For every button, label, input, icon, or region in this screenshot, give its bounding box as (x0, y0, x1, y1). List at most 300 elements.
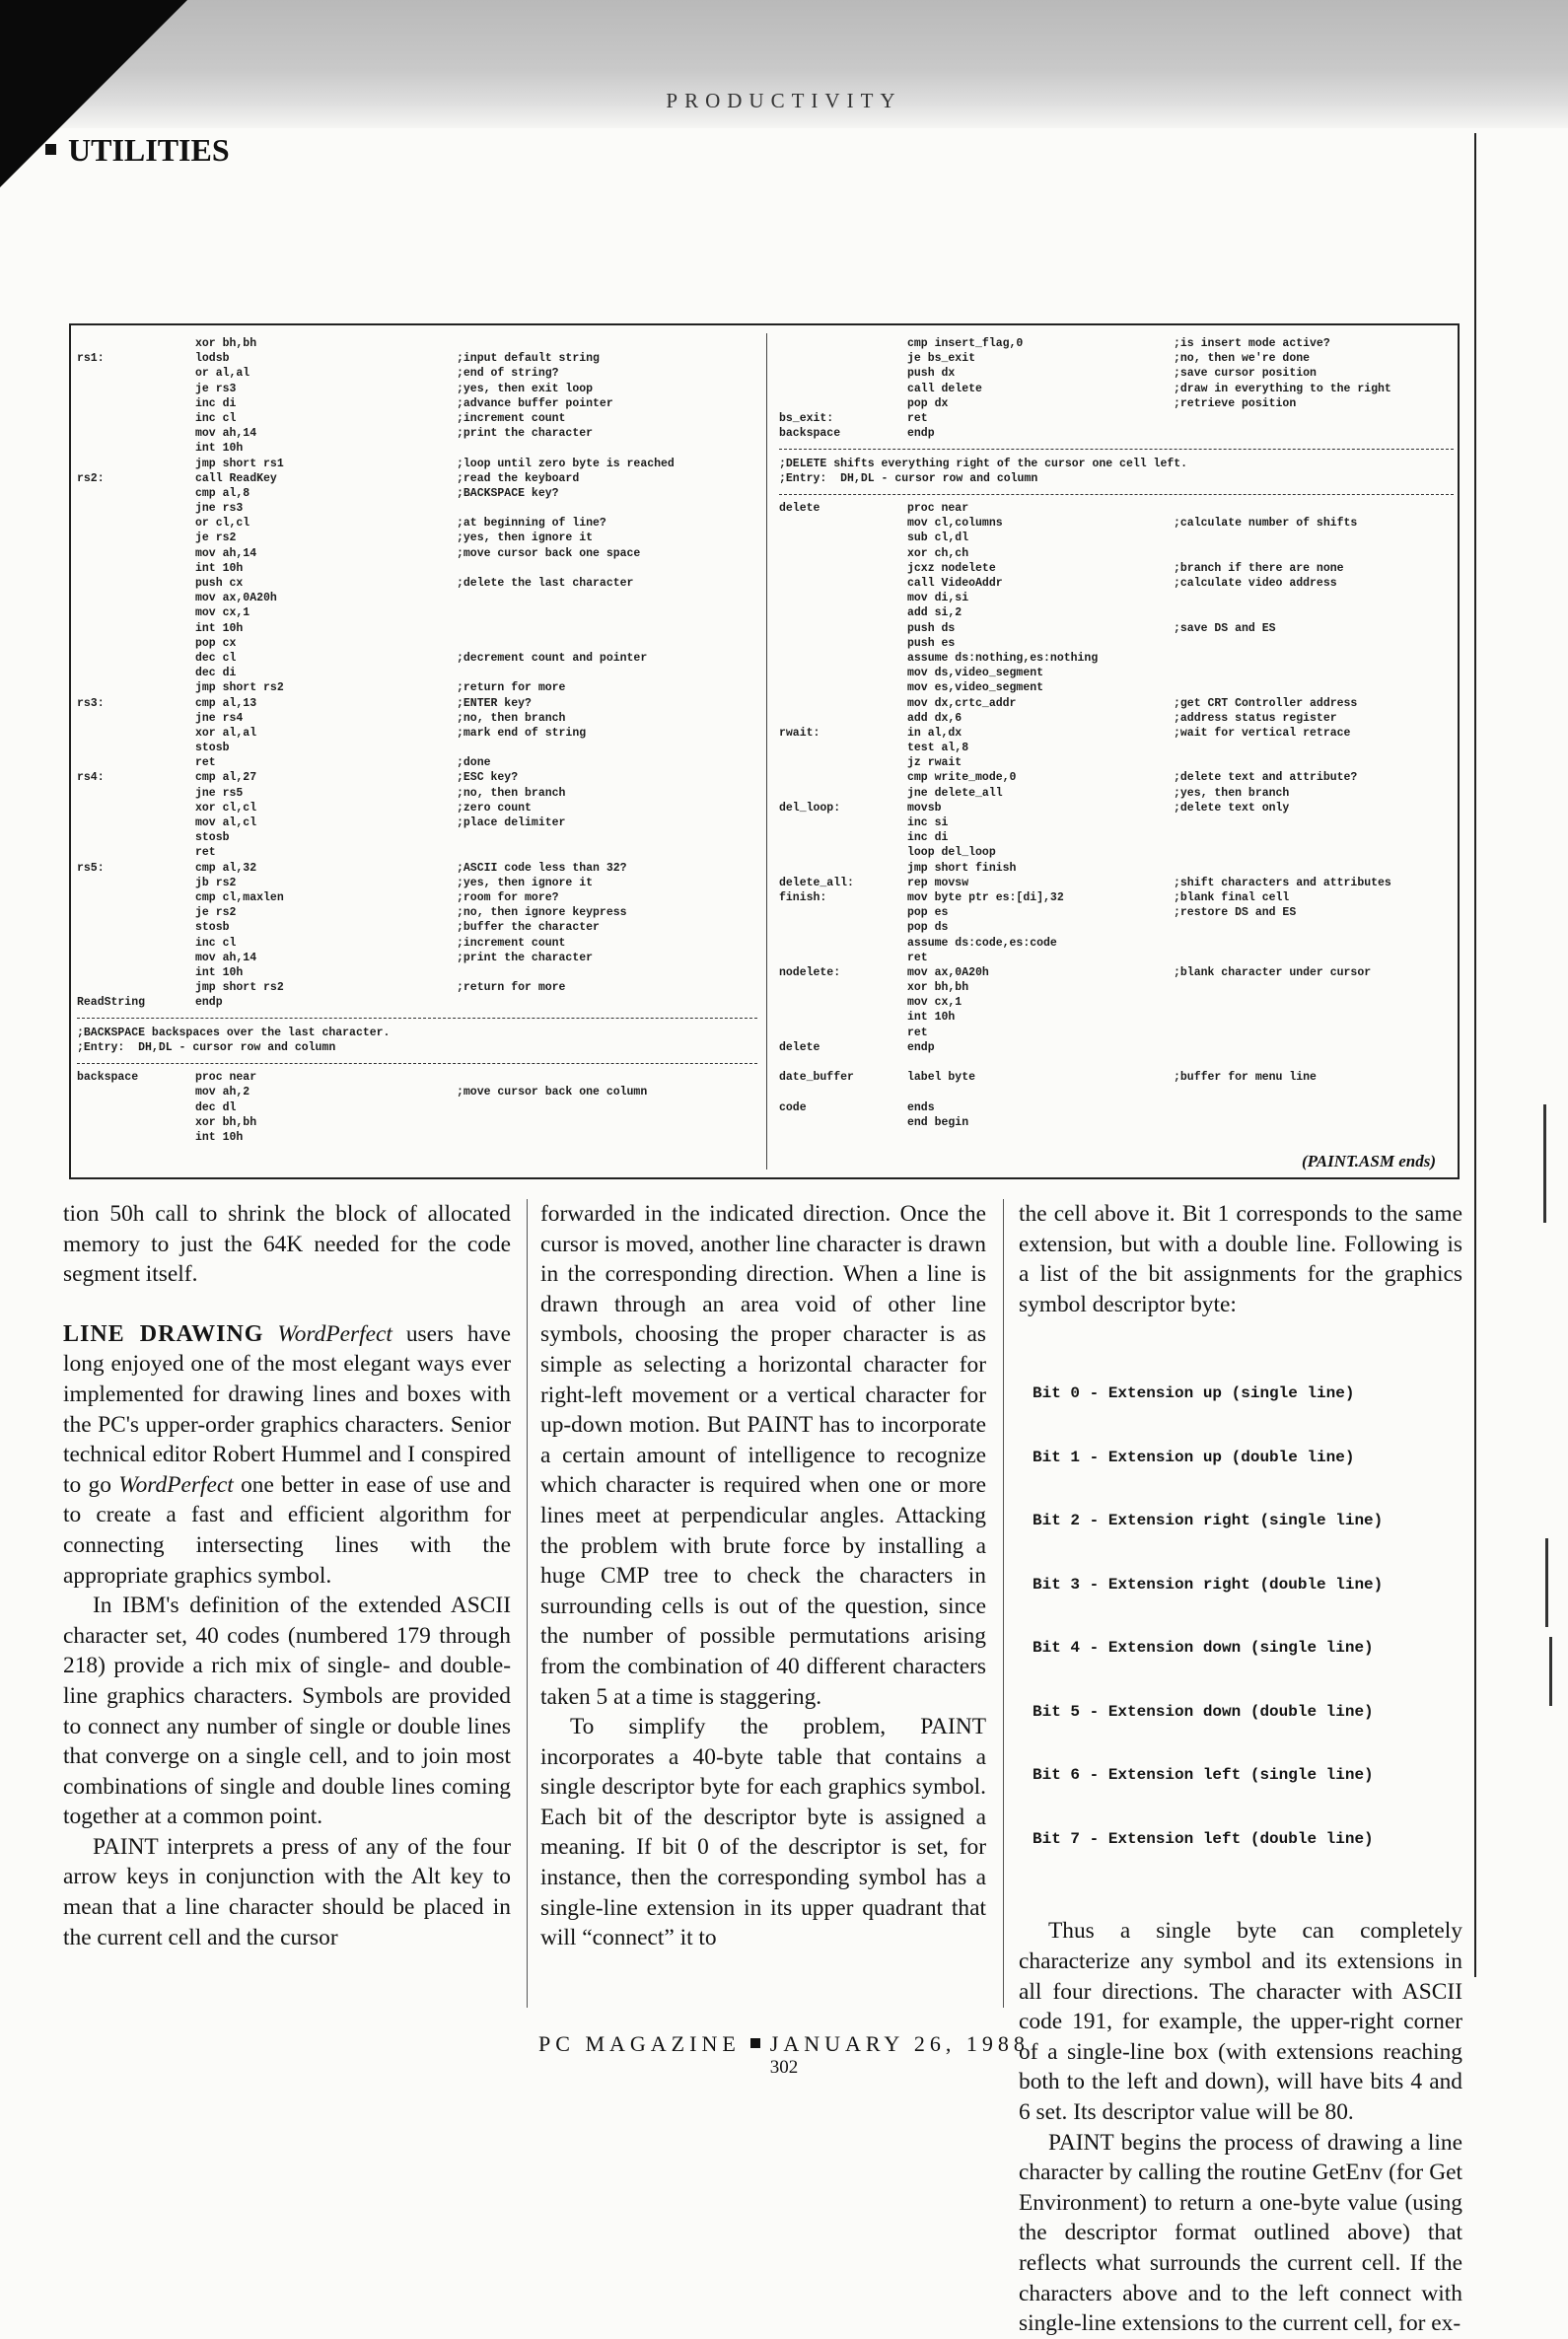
code-line (779, 862, 1454, 877)
code-label: rwait: (779, 726, 820, 740)
code-line (779, 592, 1454, 606)
paragraph-line-drawing (63, 1319, 511, 1591)
code-label: rs3: (77, 696, 105, 710)
code-line (77, 771, 757, 786)
page-number: 302 (769, 2057, 799, 2078)
code-instruction: proc near (907, 502, 969, 516)
code-line (779, 412, 1454, 427)
code-instruction: mov byte ptr es:[di],32 (907, 890, 1064, 904)
bullet-square-icon (750, 2038, 760, 2048)
separator-rule (77, 1018, 757, 1019)
code-listing (69, 323, 1460, 1179)
code-line (779, 846, 1454, 861)
code-instruction: stosb (195, 831, 230, 845)
code-instruction: je rs2 (195, 906, 237, 920)
article-column-2 (540, 1199, 986, 2012)
code-line (779, 1086, 1454, 1100)
code-line (77, 816, 757, 831)
code-line (779, 637, 1454, 652)
code-instruction: mov ds,video_segment (907, 667, 1044, 680)
code-instruction: xor bh,bh (907, 981, 969, 995)
code-comment: ;at beginning of line? (457, 517, 606, 531)
code-instruction: add si,2 (907, 606, 962, 620)
code-line (779, 1116, 1454, 1131)
code-instruction: xor cl,cl (195, 801, 257, 815)
code-instruction: jmp short rs1 (195, 457, 284, 470)
code-label: delete_all: (779, 876, 854, 889)
code-line (779, 622, 1454, 637)
code-line (779, 606, 1454, 621)
code-line (77, 337, 757, 352)
code-label: ;Entry: DH,DL - cursor row and column (779, 471, 1038, 485)
code-line (77, 996, 757, 1011)
paragraph: Thus a single byte can completely characterize any symbol and its extensions in all four directions. The character with ASCII code 191, for example, the upper-right corner of a single-line box (with extensions reaching both to the left and down), will have bits 4 and 6 set. Its descriptor value will be 80. (1019, 1918, 1462, 2125)
code-instruction: int 10h (195, 561, 244, 575)
code-instruction: mov cx,1 (195, 606, 250, 620)
code-instruction: call delete (907, 382, 982, 395)
code-line (77, 517, 757, 532)
code-label: finish: (779, 890, 827, 904)
code-instruction: endp (907, 1040, 935, 1054)
code-line (779, 1027, 1454, 1041)
code-instruction: int 10h (907, 1011, 956, 1025)
paragraph: To simplify the problem, PAINT incorporates a 40-byte table that contains a single descriptor byte for each graphics symbol. Each bit of the descriptor byte is assigned a meaning. If bit 0 of the descriptor is set, for instance, then the corresponding symbol has a single-line extension in its upper quadrant that will “connect” it to (540, 1714, 986, 1951)
code-line (779, 966, 1454, 981)
code-instruction: assume ds:code,es:code (907, 936, 1057, 950)
code-comment: ;address status register (1174, 711, 1337, 725)
code-line (77, 1071, 757, 1086)
code-comment: ;increment count (457, 936, 566, 950)
code-line (779, 712, 1454, 727)
column-rule (527, 1199, 528, 2008)
bit-item: Bit 1 - Extension up (double line) (1033, 1448, 1355, 1466)
code-instruction: loop del_loop (907, 846, 996, 860)
code-instruction: cmp insert_flag,0 (907, 337, 1024, 350)
code-instruction: cmp write_mode,0 (907, 771, 1017, 785)
code-comment: ;print the character (457, 951, 594, 964)
code-instruction: jne rs5 (195, 786, 244, 800)
code-comment: ;blank character under cursor (1174, 965, 1372, 979)
code-line (77, 1086, 757, 1100)
code-instruction: je rs3 (195, 382, 237, 395)
code-comment: ;decrement count and pointer (457, 651, 648, 665)
code-line (779, 756, 1454, 771)
code-comment: ;retrieve position (1174, 396, 1297, 410)
bit-item: Bit 5 - Extension down (double line) (1033, 1702, 1374, 1721)
code-instruction: ret (195, 846, 216, 860)
code-line (77, 502, 757, 517)
code-instruction: int 10h (195, 442, 244, 456)
code-line (779, 397, 1454, 412)
code-comment: ;is insert mode active? (1174, 337, 1330, 350)
code-line (77, 1116, 757, 1131)
code-instruction: jne rs4 (195, 711, 244, 725)
code-instruction: cmp al,27 (195, 771, 257, 785)
code-instruction: mov cl,columns (907, 517, 1003, 531)
bit-item: Bit 7 - Extension left (double line) (1033, 1829, 1374, 1848)
code-instruction: add dx,6 (907, 711, 962, 725)
code-comment: ;increment count (457, 411, 566, 425)
code-comment: ;yes, then branch (1174, 786, 1290, 800)
code-line (779, 1011, 1454, 1026)
code-instruction: ret (907, 411, 928, 425)
bit-item: Bit 6 - Extension left (single line) (1033, 1766, 1374, 1785)
code-instruction: dec dl (195, 1100, 237, 1114)
code-instruction: stosb (195, 742, 230, 755)
code-line (779, 802, 1454, 816)
code-line (779, 667, 1454, 681)
text: users have long enjoyed one of the most elegant ways ever implemented for drawing lines and boxes with the PC's upper-order graphics characters. Senior technical editor Robert Hummel and I conspired to go (63, 1320, 511, 1498)
code-instruction: jb rs2 (195, 876, 237, 889)
code-comment: ;print the character (457, 427, 594, 441)
code-comment: ;delete text only (1174, 801, 1290, 815)
code-line (77, 652, 757, 667)
code-comment: ;room for more? (457, 890, 559, 904)
code-comment: ;delete the last character (457, 577, 634, 590)
text (263, 1321, 277, 1347)
code-line (77, 981, 757, 996)
code-line (779, 1071, 1454, 1086)
code-label: backspace (77, 1071, 139, 1085)
code-label: rs4: (77, 771, 105, 785)
code-label: bs_exit: (779, 411, 834, 425)
code-comment: ;branch if there are none (1174, 561, 1344, 575)
code-line (77, 1027, 757, 1041)
code-comment: ;ASCII code less than 32? (457, 861, 627, 875)
code-instruction: inc di (907, 831, 949, 845)
text: one better in ease of use and to create a fast and efficient algorithm for connecting intersecting lines with the appropriate graphics symbol. (63, 1471, 511, 1589)
run-in-heading: LINE DRAWING (63, 1320, 264, 1347)
bit-assignment-list (1033, 1341, 1462, 1892)
code-instruction: rep movsw (907, 876, 969, 889)
code-instruction: mov ah,14 (195, 951, 257, 964)
code-line (77, 562, 757, 577)
code-line (779, 921, 1454, 936)
paragraph: forwarded in the indicated direction. Once the cursor is moved, another line character is drawn in the corresponding direction. When a line is drawn through an area void of other line symbols, choosing the proper character is as simple as selecting a horizontal character for right-left movement or a vertical character for up-down motion. But PAINT has to incorporate a certain amount of intelligence to recognize which character is required when one or more lines meet at perpendicular angles. Attacking the problem with brute force by installing a huge CMP tree to check the characters in surrounding cells is out of the question, since the number of possible permutations arising from the combination of 40 different characters taken 5 at a time is staggering. (540, 1201, 986, 1710)
code-instruction: label byte (907, 1071, 976, 1085)
code-line (77, 667, 757, 681)
code-line (77, 367, 757, 382)
code-comment: ;get CRT Controller address (1174, 696, 1358, 710)
code-line (77, 802, 757, 816)
code-instruction: dec di (195, 667, 237, 680)
code-instruction: push ds (907, 621, 956, 635)
issue-date: JANUARY 26, 1988 (769, 2031, 1030, 2056)
code-instruction: inc di (195, 396, 237, 410)
separator-rule (77, 1063, 757, 1064)
code-instruction: inc si (907, 816, 949, 829)
code-line (779, 472, 1454, 487)
category-heading (45, 132, 230, 169)
code-line (77, 1041, 757, 1056)
code-label: code (779, 1100, 807, 1114)
code-instruction: jmp short finish (907, 861, 1017, 875)
code-label: rs1: (77, 352, 105, 366)
right-margin-rule (1474, 133, 1476, 1977)
code-line (77, 606, 757, 621)
code-line (77, 952, 757, 966)
code-instruction: push cx (195, 577, 244, 590)
code-column-right (779, 337, 1454, 1131)
code-label: rs2: (77, 471, 105, 485)
code-line (77, 547, 757, 562)
code-line (77, 532, 757, 546)
code-instruction: jmp short rs2 (195, 681, 284, 695)
code-instruction: ret (907, 951, 928, 964)
code-comment: ;ESC key? (457, 771, 519, 785)
code-line (77, 1101, 757, 1116)
code-comment: ;no, then we're done (1174, 352, 1311, 366)
code-comment: ;yes, then ignore it (457, 532, 594, 545)
code-comment: ;done (457, 756, 491, 770)
code-comment: ;save cursor position (1174, 367, 1317, 381)
code-instruction: proc near (195, 1071, 257, 1085)
code-line (779, 383, 1454, 397)
code-comment: ;yes, then ignore it (457, 876, 594, 889)
code-instruction: call VideoAddr (907, 577, 1003, 590)
code-instruction: assume ds:nothing,es:nothing (907, 651, 1099, 665)
code-line (77, 1011, 757, 1026)
code-instruction: ret (907, 1026, 928, 1039)
code-comment: ;save DS and ES (1174, 621, 1276, 635)
code-line (77, 383, 757, 397)
code-instruction: sub cl,dl (907, 532, 969, 545)
code-instruction: stosb (195, 921, 230, 935)
code-instruction: pop es (907, 906, 949, 920)
code-instruction: in al,dx (907, 726, 962, 740)
bit-item: Bit 2 - Extension right (single line) (1033, 1512, 1384, 1530)
scan-edge-mark (1543, 1104, 1546, 1223)
code-line (779, 547, 1454, 562)
code-instruction: mov ax,0A20h (907, 965, 989, 979)
code-comment: ;loop until zero byte is reached (457, 457, 675, 470)
code-instruction: je rs2 (195, 532, 237, 545)
code-comment: ;no, then branch (457, 786, 566, 800)
bit-item: Bit 0 - Extension up (single line) (1033, 1384, 1355, 1403)
code-line (779, 352, 1454, 367)
code-line (77, 862, 757, 877)
magazine-name: PC MAGAZINE (538, 2031, 741, 2056)
code-comment: ;move cursor back one space (457, 546, 641, 560)
code-instruction: jne delete_all (907, 786, 1003, 800)
code-label: backspace (779, 427, 841, 441)
code-instruction: xor al,al (195, 726, 257, 740)
code-line (779, 487, 1454, 502)
code-instruction: lodsb (195, 352, 230, 366)
code-instruction: mov dx,crtc_addr (907, 696, 1017, 710)
code-instruction: mov cx,1 (907, 996, 962, 1010)
code-instruction: inc cl (195, 411, 237, 425)
code-line (77, 921, 757, 936)
scan-edge-mark (1549, 1637, 1552, 1706)
code-line (779, 816, 1454, 831)
paragraph: PAINT interprets a press of any of the four arrow keys in conjunction with the Alt key to mean that a line character should be placed in the current cell and the cursor (63, 1833, 511, 1950)
code-instruction: cmp al,13 (195, 696, 257, 710)
separator-rule (779, 494, 1454, 495)
scan-edge-mark (1545, 1538, 1548, 1627)
code-line (77, 877, 757, 891)
code-comment: ;buffer the character (457, 921, 600, 935)
code-comment: ;buffer for menu line (1174, 1071, 1317, 1085)
code-line (77, 681, 757, 696)
bit-item: Bit 3 - Extension right (double line) (1033, 1575, 1384, 1594)
code-instruction: push es (907, 636, 956, 650)
code-line (77, 937, 757, 952)
code-instruction: or al,al (195, 367, 250, 381)
code-comment: ;delete text and attribute? (1174, 771, 1358, 785)
code-label: ;DELETE shifts everything right of the cursor one cell left. (779, 457, 1188, 470)
code-comment: ;yes, then exit loop (457, 382, 594, 395)
code-instruction: movsb (907, 801, 942, 815)
code-instruction: pop dx (907, 396, 949, 410)
separator-rule (779, 449, 1454, 450)
code-line (77, 458, 757, 472)
paragraph: In IBM's definition of the extended ASCII character set, 40 codes (numbered 179 through 218) provide a rich mix of single- and double-line graphics characters. Symbols are provided to connect any number of single or double lines that converge on a single cell, and to join most combinations of single and double lines coming together at a common point. (63, 1593, 511, 1830)
code-instruction: mov di,si (907, 592, 969, 605)
code-line (779, 742, 1454, 756)
code-line (77, 622, 757, 637)
code-comment: ;no, then branch (457, 711, 566, 725)
code-instruction: int 10h (195, 965, 244, 979)
code-comment: ;mark end of string (457, 726, 587, 740)
code-instruction: int 10h (195, 621, 244, 635)
code-line (779, 532, 1454, 546)
code-label: nodelete: (779, 965, 841, 979)
bit-item: Bit 4 - Extension down (single line) (1033, 1639, 1374, 1658)
code-instruction: test al,8 (907, 742, 969, 755)
code-line (77, 427, 757, 442)
code-line (779, 458, 1454, 472)
code-instruction: endp (907, 427, 935, 441)
code-line (77, 891, 757, 906)
code-instruction: ret (195, 756, 216, 770)
code-comment: ;draw in everything to the right (1174, 382, 1391, 395)
code-instruction: mov es,video_segment (907, 681, 1044, 695)
code-line (77, 846, 757, 861)
code-instruction: xor ch,ch (907, 546, 969, 560)
code-label: date_buffer (779, 1071, 854, 1085)
code-line (779, 367, 1454, 382)
article-column-3 (1019, 1199, 1462, 2337)
code-comment: ;advance buffer pointer (457, 396, 613, 410)
code-instruction: call ReadKey (195, 471, 277, 485)
code-instruction: mov ax,0A20h (195, 592, 277, 605)
code-comment: ;no, then ignore keypress (457, 906, 627, 920)
code-line (77, 352, 757, 367)
code-instruction: inc cl (195, 936, 237, 950)
code-label: ;BACKSPACE backspaces over the last character. (77, 1026, 391, 1039)
code-comment: ;BACKSPACE key? (457, 486, 559, 500)
code-column-divider (766, 333, 767, 1170)
code-line (779, 877, 1454, 891)
code-column-left (77, 337, 757, 1146)
code-comment: ;read the keyboard (457, 471, 580, 485)
code-line (779, 937, 1454, 952)
code-line (779, 697, 1454, 712)
code-line (779, 891, 1454, 906)
code-line (77, 592, 757, 606)
paragraph: PAINT begins the process of drawing a line character by calling the routine GetEnv (for Get Environment) to return a one-byte value (using the descriptor format outlined above) that reflects what surrounds the current cell. If the characters above and to the left connect with single-line extensions to the current cell, for ex- (1019, 2129, 1462, 2337)
code-line (779, 577, 1454, 592)
code-instruction: mov ah,14 (195, 427, 257, 441)
code-label: del_loop: (779, 801, 841, 815)
code-line (779, 1056, 1454, 1071)
code-instruction: jz rwait (907, 756, 962, 770)
code-line (77, 906, 757, 921)
code-instruction: or cl,cl (195, 517, 250, 531)
code-comment: ;move cursor back one column (457, 1086, 648, 1099)
code-instruction: pop cx (195, 636, 237, 650)
code-instruction: xor bh,bh (195, 337, 257, 350)
code-comment: ;return for more (457, 681, 566, 695)
code-line (779, 502, 1454, 517)
column-rule (1003, 1199, 1004, 2008)
code-instruction: end begin (907, 1115, 969, 1129)
code-instruction: cmp al,8 (195, 486, 250, 500)
code-line (77, 727, 757, 742)
code-instruction: cmp cl,maxlen (195, 890, 284, 904)
code-line (77, 787, 757, 802)
listing-caption: (PAINT.ASM ends) (1301, 1152, 1436, 1170)
code-label: rs5: (77, 861, 105, 875)
code-label: delete (779, 502, 820, 516)
code-instruction: push dx (907, 367, 956, 381)
code-line (779, 652, 1454, 667)
code-line (779, 996, 1454, 1011)
italic-title: WordPerfect (118, 1471, 234, 1498)
code-comment: ;return for more (457, 981, 566, 995)
code-instruction: jmp short rs2 (195, 981, 284, 995)
code-comment: ;place delimiter (457, 816, 566, 829)
code-instruction: dec cl (195, 651, 237, 665)
italic-title: WordPerfect (277, 1320, 392, 1347)
bullet-square-icon (45, 144, 56, 155)
code-comment: ;end of string? (457, 367, 559, 381)
code-line (77, 442, 757, 457)
code-line (779, 906, 1454, 921)
paragraph: tion 50h call to shrink the block of allocated memory to just the 64K needed for the code segment itself. (63, 1201, 511, 1288)
code-instruction: ends (907, 1100, 935, 1114)
code-instruction: pop ds (907, 921, 949, 935)
code-line (77, 487, 757, 502)
code-instruction: xor bh,bh (195, 1115, 257, 1129)
page-footer (0, 2031, 1568, 2057)
code-line (77, 1131, 757, 1146)
code-line (77, 966, 757, 981)
code-comment: ;input default string (457, 352, 600, 366)
code-line (77, 742, 757, 756)
code-line (779, 442, 1454, 457)
code-line (779, 787, 1454, 802)
code-comment: ;wait for vertical retrace (1174, 726, 1351, 740)
code-comment: ;calculate video address (1174, 577, 1337, 590)
code-line (77, 412, 757, 427)
code-line (779, 981, 1454, 996)
category-title: UTILITIES (68, 132, 230, 168)
code-label: ;Entry: DH,DL - cursor row and column (77, 1040, 336, 1054)
code-instruction: int 10h (195, 1130, 244, 1144)
code-instruction: mov ah,14 (195, 546, 257, 560)
code-instruction: jne rs3 (195, 502, 244, 516)
code-instruction: jcxz nodelete (907, 561, 996, 575)
code-comment: ;zero count (457, 801, 532, 815)
code-instruction: endp (195, 996, 223, 1010)
code-line (779, 427, 1454, 442)
code-line (77, 472, 757, 487)
code-line (779, 771, 1454, 786)
code-instruction: cmp al,32 (195, 861, 257, 875)
code-comment: ;blank final cell (1174, 890, 1290, 904)
